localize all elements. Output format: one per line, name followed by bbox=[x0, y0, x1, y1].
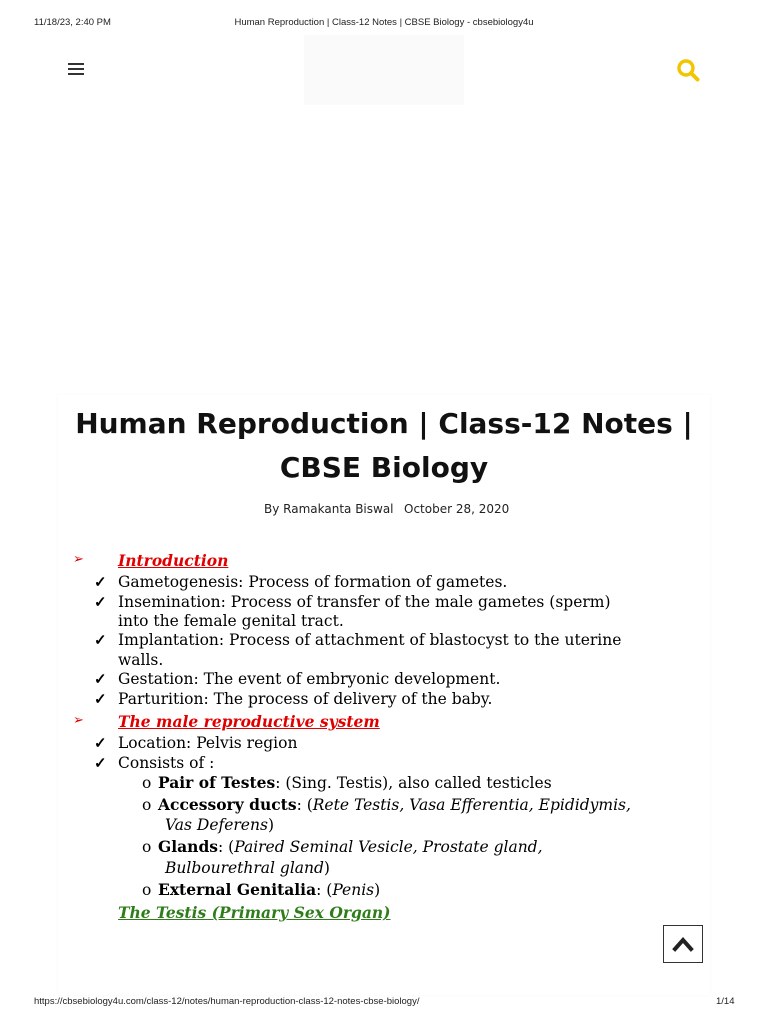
chevron-up-icon bbox=[664, 926, 702, 962]
check-bullet-icon: ✓ bbox=[94, 593, 107, 611]
site-logo[interactable] bbox=[304, 35, 464, 105]
list-item-continued: walls. bbox=[118, 651, 164, 669]
check-bullet-icon: ✓ bbox=[94, 734, 107, 752]
scroll-to-top-button[interactable] bbox=[663, 925, 703, 963]
sub-list-item: External Genitalia: (Penis) bbox=[158, 880, 381, 899]
list-item: Consists of : bbox=[118, 754, 215, 772]
list-item: Parturition: The process of delivery of the baby. bbox=[118, 690, 493, 708]
title-line-1: Human Reproduction | Class-12 Notes | bbox=[75, 407, 693, 440]
sub-list-item-continued: Bulbourethral gland) bbox=[165, 859, 330, 877]
section-heading-male-system: The male reproductive system bbox=[118, 712, 380, 731]
check-bullet-icon: ✓ bbox=[94, 573, 107, 591]
title-line-2: CBSE Biology bbox=[279, 451, 489, 484]
list-item: Insemination: Process of transfer of the male gametes (sperm) bbox=[118, 593, 611, 611]
list-item: Location: Pelvis region bbox=[118, 734, 298, 752]
sub-list-item: Glands: (Paired Seminal Vesicle, Prostate gland, bbox=[158, 837, 543, 856]
print-url: https://cbsebiology4u.com/class-12/notes/human-reproduction-class-12-notes-cbse-biology/ bbox=[34, 996, 420, 1007]
print-page-title: Human Reproduction | Class-12 Notes | CBSE Biology - cbsebiology4u bbox=[234, 17, 534, 28]
circle-bullet-icon: o bbox=[142, 838, 152, 856]
check-bullet-icon: ✓ bbox=[94, 690, 107, 708]
hamburger-menu-icon[interactable] bbox=[68, 63, 84, 76]
circle-bullet-icon: o bbox=[142, 881, 152, 899]
author-link[interactable]: By Ramakanta Biswal bbox=[264, 502, 394, 516]
arrow-bullet-icon: ➢ bbox=[73, 552, 84, 567]
sub-list-item: Pair of Testes: (Sing. Testis), also called testicles bbox=[158, 773, 552, 792]
section-heading-introduction: Introduction bbox=[118, 551, 229, 570]
check-bullet-icon: ✓ bbox=[94, 754, 107, 772]
list-item: Gametogenesis: Process of formation of gametes. bbox=[118, 573, 508, 591]
print-datetime: 11/18/23, 2:40 PM bbox=[34, 17, 111, 28]
list-item: Gestation: The event of embryonic development. bbox=[118, 670, 501, 688]
check-bullet-icon: ✓ bbox=[94, 670, 107, 688]
post-date: October 28, 2020 bbox=[404, 502, 510, 516]
sub-list-item: Accessory ducts: (Rete Testis, Vasa Efferentia, Epididymis, bbox=[158, 795, 631, 814]
section-heading-testis: The Testis (Primary Sex Organ) bbox=[118, 903, 391, 922]
search-icon[interactable] bbox=[676, 58, 700, 82]
circle-bullet-icon: o bbox=[142, 774, 152, 792]
check-bullet-icon: ✓ bbox=[94, 631, 107, 649]
print-page-number: 1/14 bbox=[716, 996, 735, 1007]
circle-bullet-icon: o bbox=[142, 796, 152, 814]
sub-list-item-continued: Vas Deferens) bbox=[165, 816, 274, 834]
list-item: Implantation: Process of attachment of blastocyst to the uterine bbox=[118, 631, 622, 649]
page-title bbox=[58, 402, 710, 490]
list-item-continued: into the female genital tract. bbox=[118, 612, 344, 630]
arrow-bullet-icon: ➢ bbox=[73, 713, 84, 728]
